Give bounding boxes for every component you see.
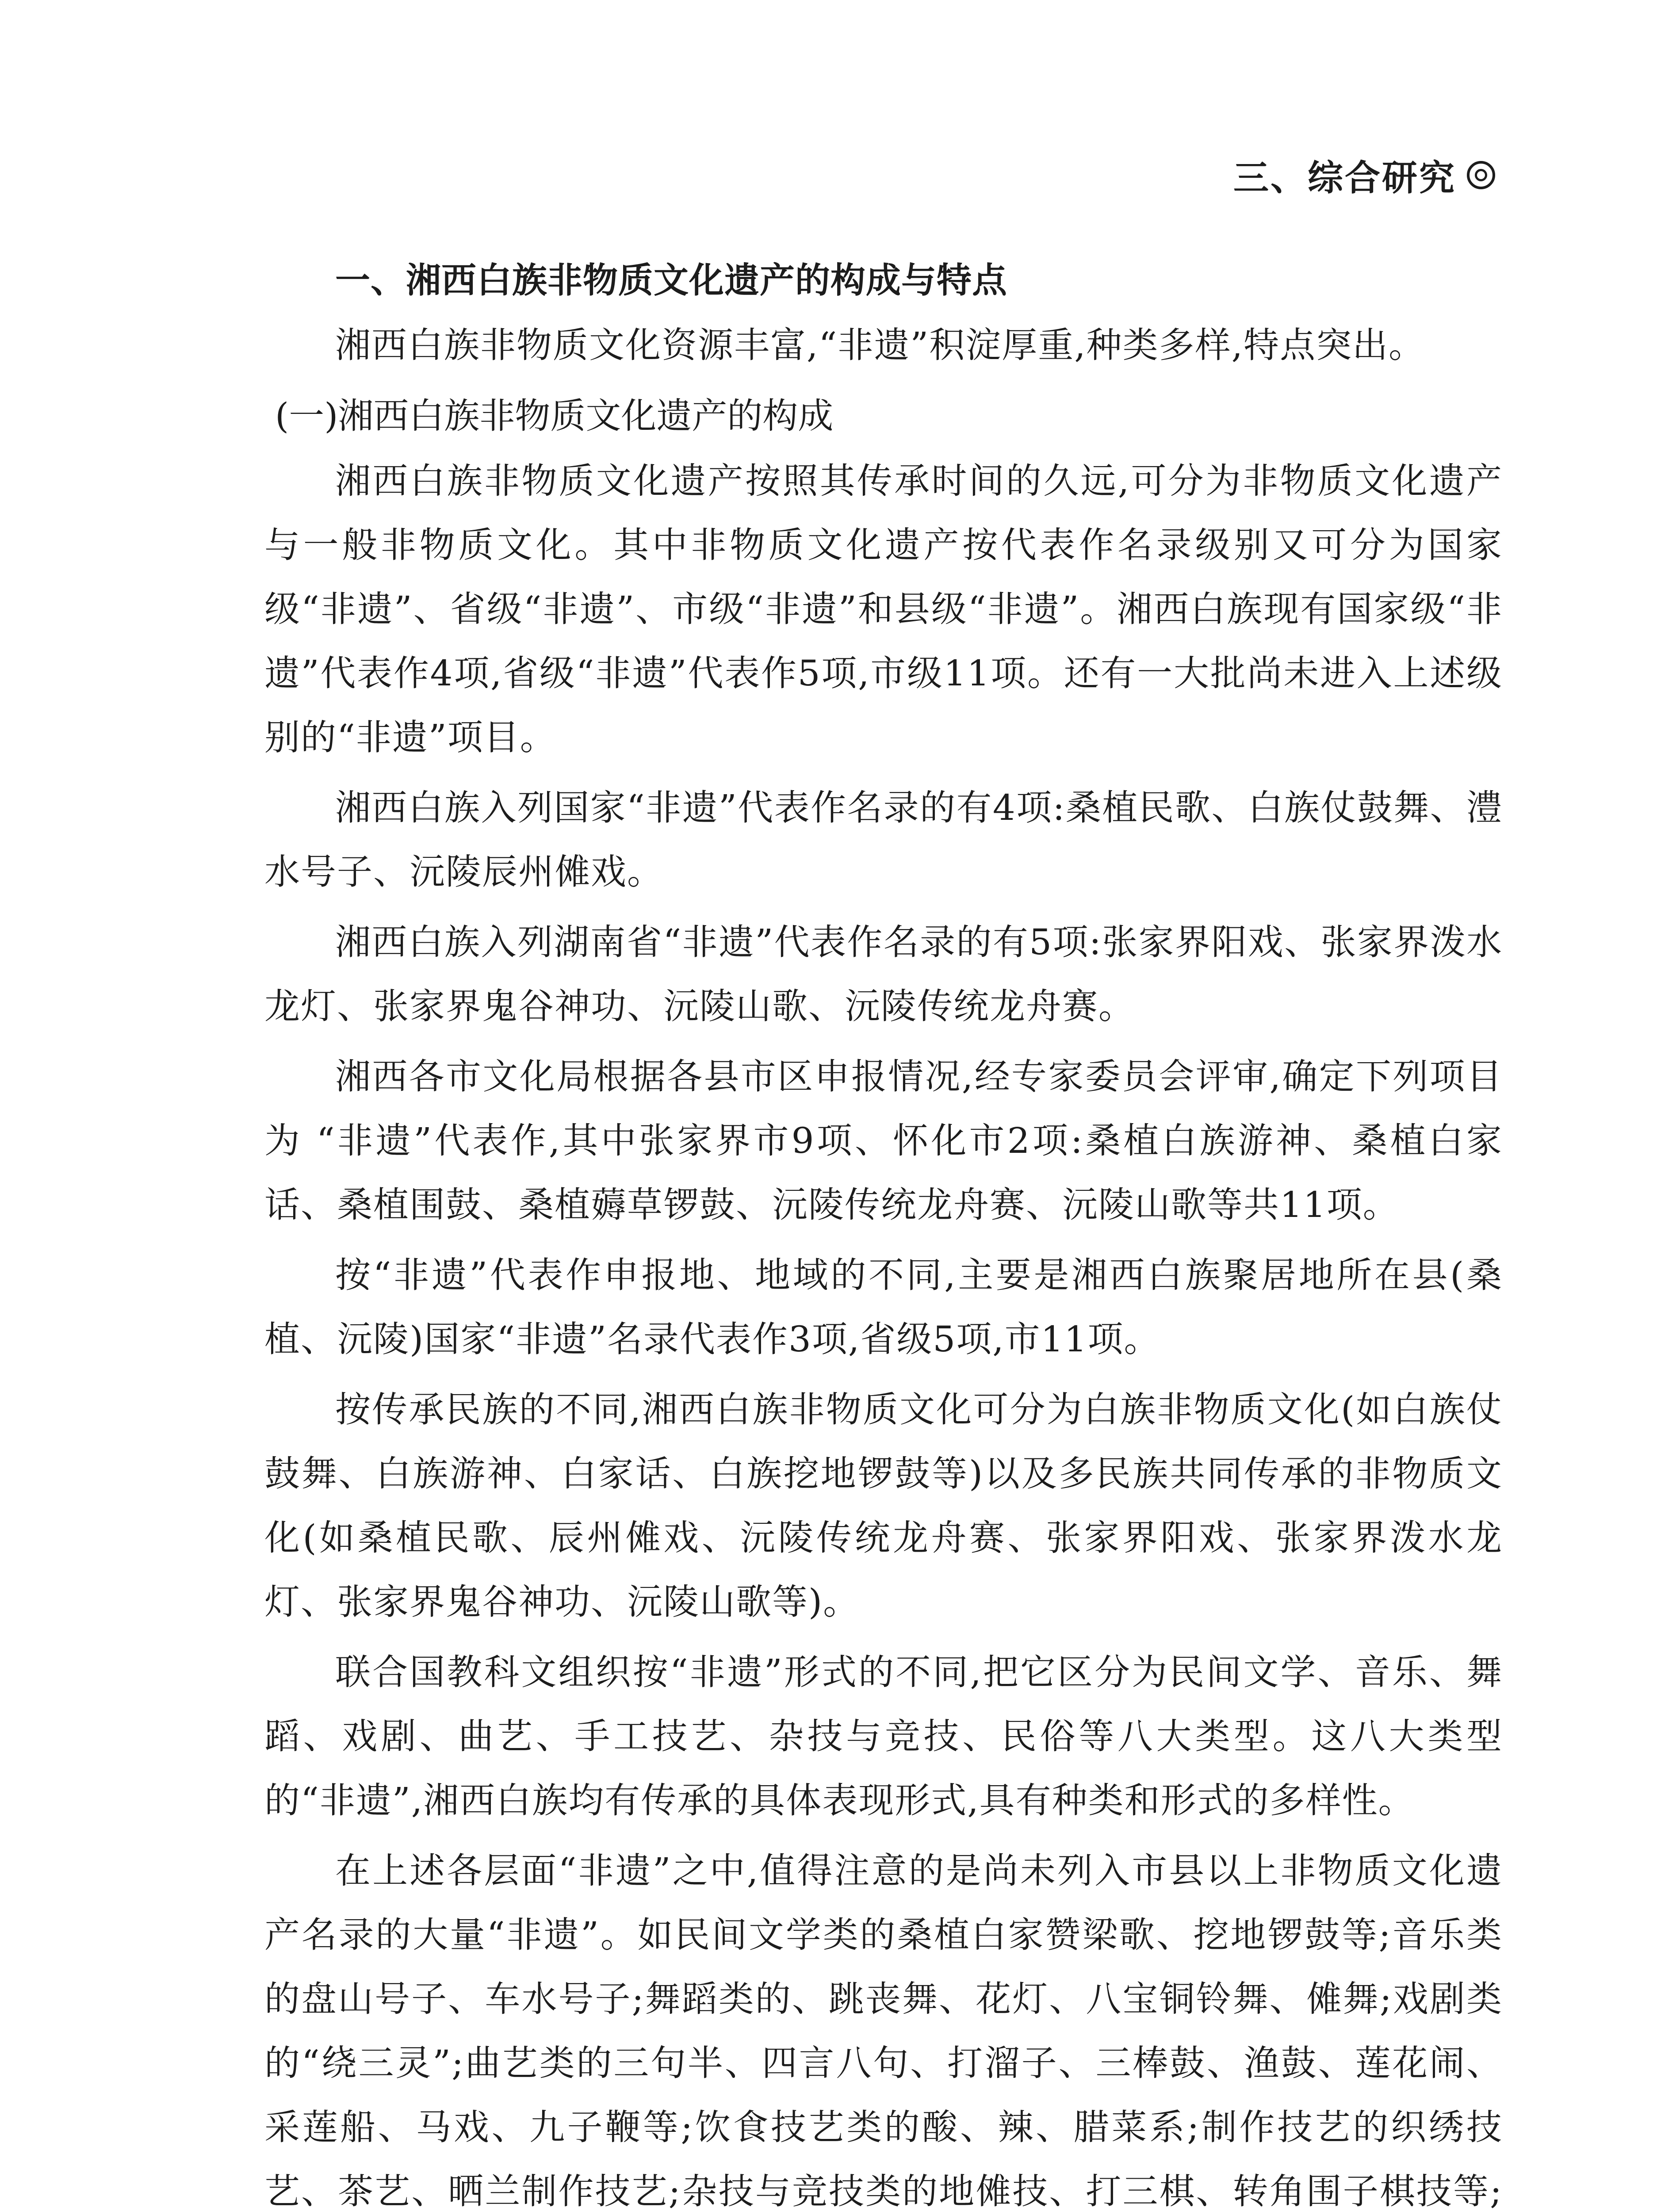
paragraph: 湘西各市文化局根据各县市区申报情况,经专家委员会评审,确定下列项目为 “非遗”代表作,其中张家界市9项、怀化市2项:桑植白族游神、桑植白家话、桑植围鼓、桑植薅草锣鼓、沅陵传统龙舟赛、沅陵山歌等共11项。 [264,1056,1503,1225]
paragraph: 在上述各层面“非遗”之中,值得注意的是尚未列入市县以上非物质文化遗产名录的大量“非遗”。如民间文学类的桑植白家赞梁歌、挖地锣鼓等;音乐类的盘山号子、车水号子;舞蹈类的、跳丧舞、花灯、八宝铜铃舞、傩舞;戏剧类的“绕三灵”;曲艺类的三句半、四言八句、打溜子、三棒鼓、渔鼓、莲花闹、采莲船、马戏、九子鞭等;饮食技艺类的酸、辣、腊菜系;制作技艺的织绣技艺、茶艺、晒兰制作技艺;杂技与竞技类的地傩技、打三棋、转角围子棋技等; [264,1850,1503,2211]
subheading-composition: (一)湘西白族非物质文化遗产的构成 [275,395,834,436]
double-circle-icon [1467,161,1495,189]
paragraph: 按传承民族的不同,湘西白族非物质文化可分为白族非物质文化(如白族仗鼓舞、白族游神、白家话、白族挖地锣鼓等)以及多民族共同传承的非物质文化(如桑植民歌、辰州傩戏、沅陵传统龙舟赛、张家界阳戏、张家界泼水龙灯、张家界鬼谷神功、沅陵山歌等)。 [264,1389,1503,1622]
paragraph: 按“非遗”代表作申报地、地域的不同,主要是湘西白族聚居地所在县(桑植、沅陵)国家“非遗”名录代表作3项,省级5项,市11项。 [264,1255,1503,1360]
paragraph: 联合国教科文组织按“非遗”形式的不同,把它区分为民间文学、音乐、舞蹈、戏剧、曲艺、手工技艺、杂技与竞技、民俗等八大类型。这八大类型的“非遗”,湘西白族均有传承的具体表现形式,具有种类和形式的多样性。 [264,1652,1503,1821]
paragraph: 湘西白族入列国家“非遗”代表作名录的有4项:桑植民歌、白族仗鼓舞、澧水号子、沅陵辰州傩戏。 [264,787,1503,892]
paragraph: 湘西白族非物质文化遗产按照其传承时间的久远,可分为非物质文化遗产与一般非物质文化。其中非物质文化遗产按代表作名录级别又可分为国家级“非遗”、省级“非遗”、市级“非遗”和县级“非遗”。湘西白族现有国家级“非遗”代表作4项,省级“非遗”代表作5项,市级11项。还有一大批尚未进入上述级别的“非遗”项目。 [264,460,1503,758]
paragraph: 湘西白族入列湖南省“非遗”代表作名录的有5项:张家界阳戏、张家界泼水龙灯、张家界鬼谷神功、沅陵山歌、沅陵传统龙舟赛。 [264,922,1503,1027]
section-heading: 一、湘西白族非物质文化遗产的构成与特点 [335,260,1007,301]
body-text [264,248,1503,2211]
running-header-text: 三、综合研究 [1233,157,1456,199]
intro-paragraph: 湘西白族非物质文化资源丰富,“非遗”积淀厚重,种类多样,特点突出。 [335,325,1425,366]
running-header [1233,149,1495,200]
